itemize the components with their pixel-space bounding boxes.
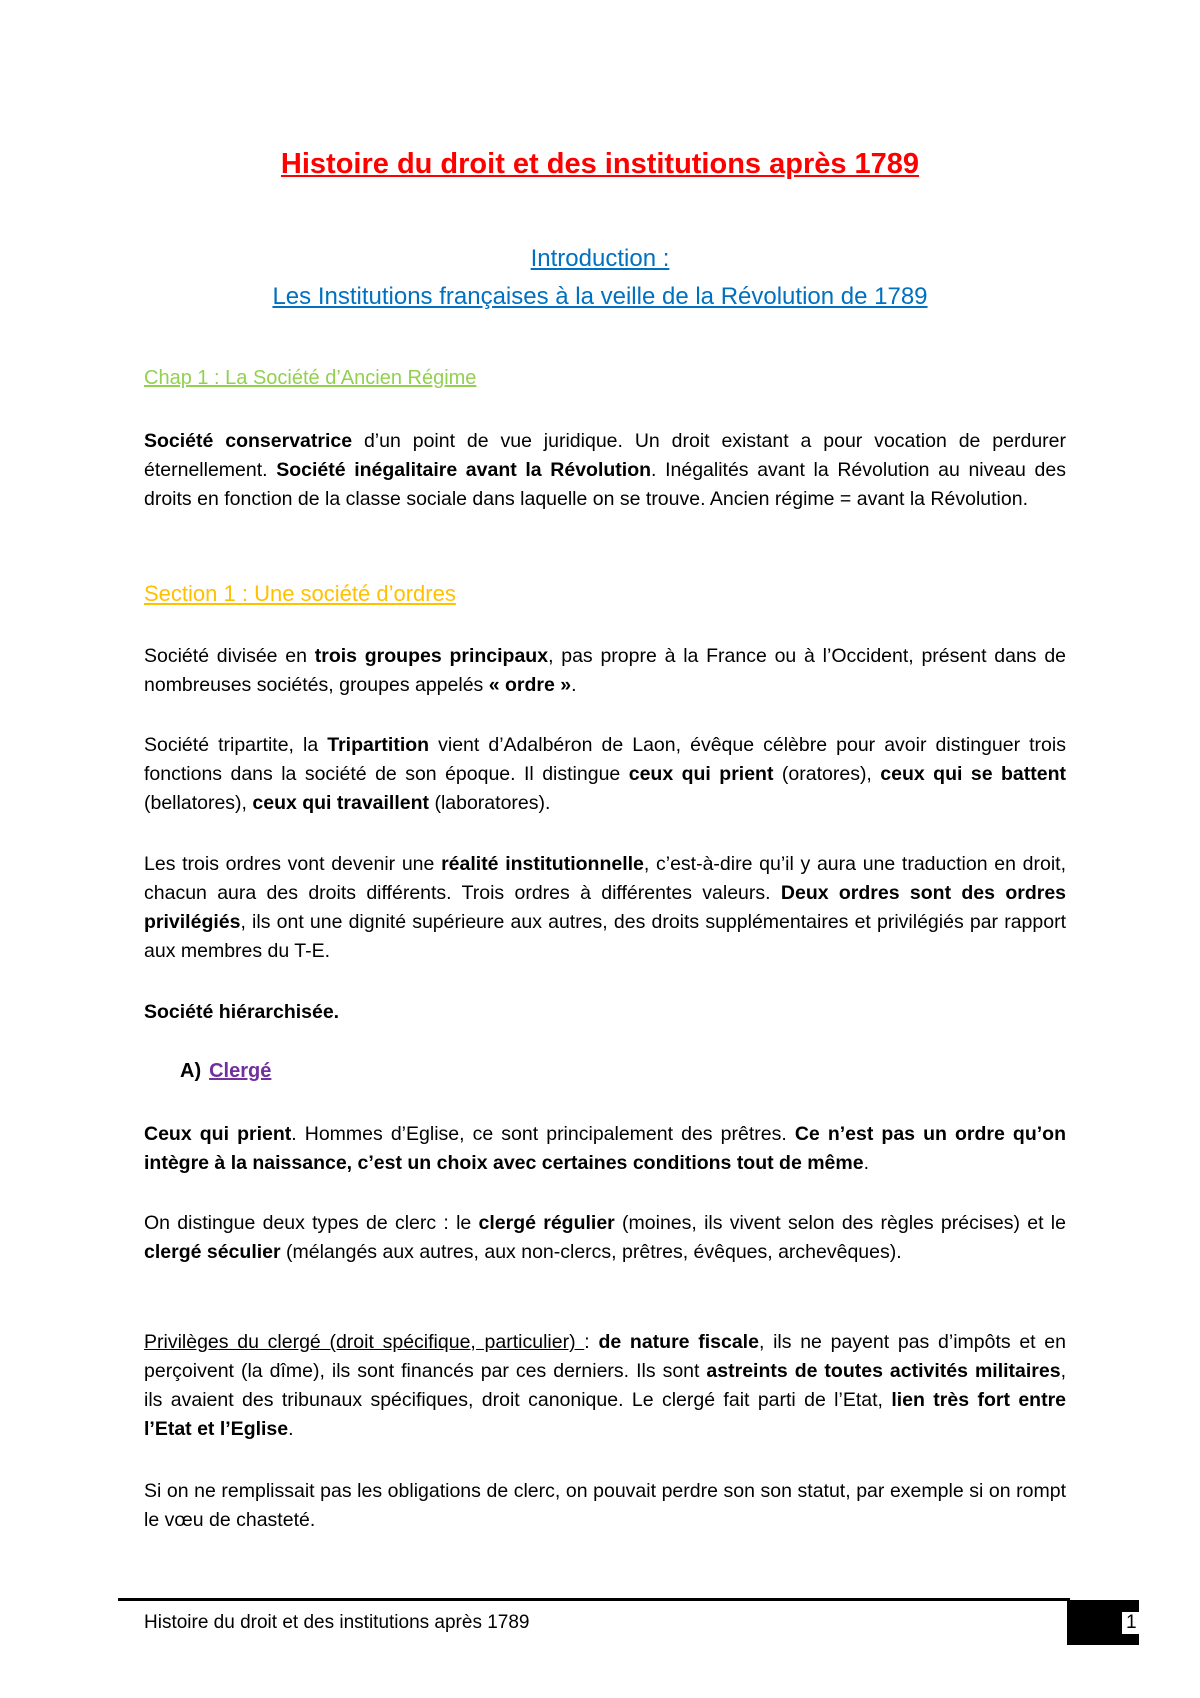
text: (bellatores), bbox=[144, 792, 253, 814]
text: , pas propre à la France ou à l’Occident, présent dans de nombreuses sociétés, groupes appelés bbox=[144, 645, 1067, 696]
paragraph-8 bbox=[144, 1328, 1066, 1444]
introduction-subtitle: Les Institutions françaises à la veille de la Révolution de 1789 bbox=[272, 283, 928, 310]
introduction-heading: Introduction : bbox=[530, 245, 670, 272]
text: . bbox=[863, 1152, 870, 1174]
document-title: Histoire du droit et des institutions après 1789 bbox=[280, 148, 920, 180]
paragraph-3 bbox=[144, 731, 1066, 818]
paragraph-9 bbox=[144, 1477, 1066, 1535]
text: vient d’Adalbéron de Laon, évêque célèbre pour avoir distinguer trois fonctions dans la société de son époque. Il distingue bbox=[144, 734, 1066, 785]
text: . Hommes d’Eglise, ce sont principalement des prêtres. bbox=[291, 1123, 795, 1145]
chapter-heading: Chap 1 : La Société d’Ancien Régime bbox=[144, 367, 477, 389]
text: , ils ont une dignité supérieure aux autres, des droits supplémentaires et privilégiés par rapport aux membres du T-E. bbox=[144, 911, 1066, 962]
text: . bbox=[571, 674, 577, 696]
bold-text: Deux ordres sont des ordres privilégiés bbox=[144, 882, 1067, 933]
text: , c’est-à-dire qu’il y aura une traduction en droit, chacun aura des droits différents. Trois ordres à différentes valeurs. bbox=[144, 853, 1066, 904]
text: Société divisée en bbox=[144, 645, 315, 667]
footer-divider bbox=[118, 1598, 1070, 1601]
bold-text: ceux qui travaillent bbox=[252, 792, 430, 814]
paragraph-7 bbox=[144, 1209, 1066, 1267]
text: Si on ne remplissait pas les obligations de clerc, on pouvait perdre son son statut, par exemple si on rompt le vœu de chasteté. bbox=[144, 1480, 1066, 1531]
text: Les trois ordres vont devenir une bbox=[144, 853, 442, 875]
bold-text: de nature fiscale bbox=[598, 1331, 759, 1353]
text: d’un point de vue juridique. Un droit existant a pour vocation de perdurer éternellement. bbox=[144, 430, 1066, 481]
bold-text: ceux qui se battent bbox=[880, 763, 1066, 785]
bold-text: clergé séculier bbox=[144, 1241, 281, 1263]
bold-text: Société hiérarchisée. bbox=[144, 1001, 340, 1023]
bold-text: ceux qui prient bbox=[628, 763, 774, 785]
text: : bbox=[584, 1331, 599, 1353]
text: (mélangés aux autres, aux non-clercs, prêtres, évêques, archevêques). bbox=[280, 1241, 902, 1263]
text: (oratores), bbox=[773, 763, 881, 785]
bold-text: « ordre » bbox=[488, 674, 572, 696]
bold-text: Société inégalitaire avant la Révolution bbox=[276, 459, 652, 481]
bold-text: Tripartition bbox=[327, 734, 430, 756]
bold-text: Ceux qui prient bbox=[144, 1123, 292, 1145]
bold-text: réalité institutionnelle bbox=[441, 853, 644, 875]
bold-text: Société conservatrice bbox=[144, 430, 353, 452]
paragraph-2 bbox=[144, 642, 1066, 700]
section-heading: Section 1 : Une société d’ordres bbox=[144, 581, 456, 606]
bold-text: lien très fort entre l’Etat et l’Eglise bbox=[144, 1389, 1066, 1440]
sub-heading-letter: A) bbox=[180, 1060, 202, 1082]
paragraph-5 bbox=[144, 998, 1066, 1027]
text: On distingue deux types de clerc : le bbox=[144, 1212, 479, 1234]
text: Société tripartite, la bbox=[144, 734, 328, 756]
text: (moines, ils vivent selon des règles précises) et le bbox=[614, 1212, 1066, 1234]
underlined-text: Privilèges du clergé (droit spécifique, particulier) bbox=[144, 1331, 585, 1353]
footer-title: Histoire du droit et des institutions après 1789 bbox=[144, 1612, 530, 1633]
paragraph-1 bbox=[144, 427, 1066, 514]
bold-text: Ce n’est pas un ordre qu’on intègre à la naissance, c’est un choix avec certaines conditions tout de même bbox=[144, 1123, 1066, 1174]
sub-heading-title: Clergé bbox=[209, 1060, 272, 1082]
paragraph-4 bbox=[144, 850, 1066, 966]
text: , ils ne payent pas d’impôts et en perçoivent (la dîme), ils sont financés par ces derniers. Ils sont bbox=[144, 1331, 1066, 1382]
bold-text: clergé régulier bbox=[478, 1212, 615, 1234]
text: . bbox=[288, 1418, 294, 1440]
page-number: 1 bbox=[1122, 1612, 1141, 1634]
text: (laboratores). bbox=[429, 792, 551, 814]
text: . Inégalités avant la Révolution au niveau des droits en fonction de la classe sociale dans laquelle on se trouve. Ancien régime = avant la Révolution. bbox=[144, 459, 1066, 510]
sub-heading-clerge bbox=[180, 1060, 271, 1083]
bold-text: trois groupes principaux bbox=[314, 645, 549, 667]
text: , ils avaient des tribunaux spécifiques, droit canonique. Le clergé fait parti de l’Etat, bbox=[144, 1360, 1067, 1411]
bold-text: astreints de toutes activités militaires bbox=[706, 1360, 1061, 1382]
paragraph-6 bbox=[144, 1120, 1066, 1178]
